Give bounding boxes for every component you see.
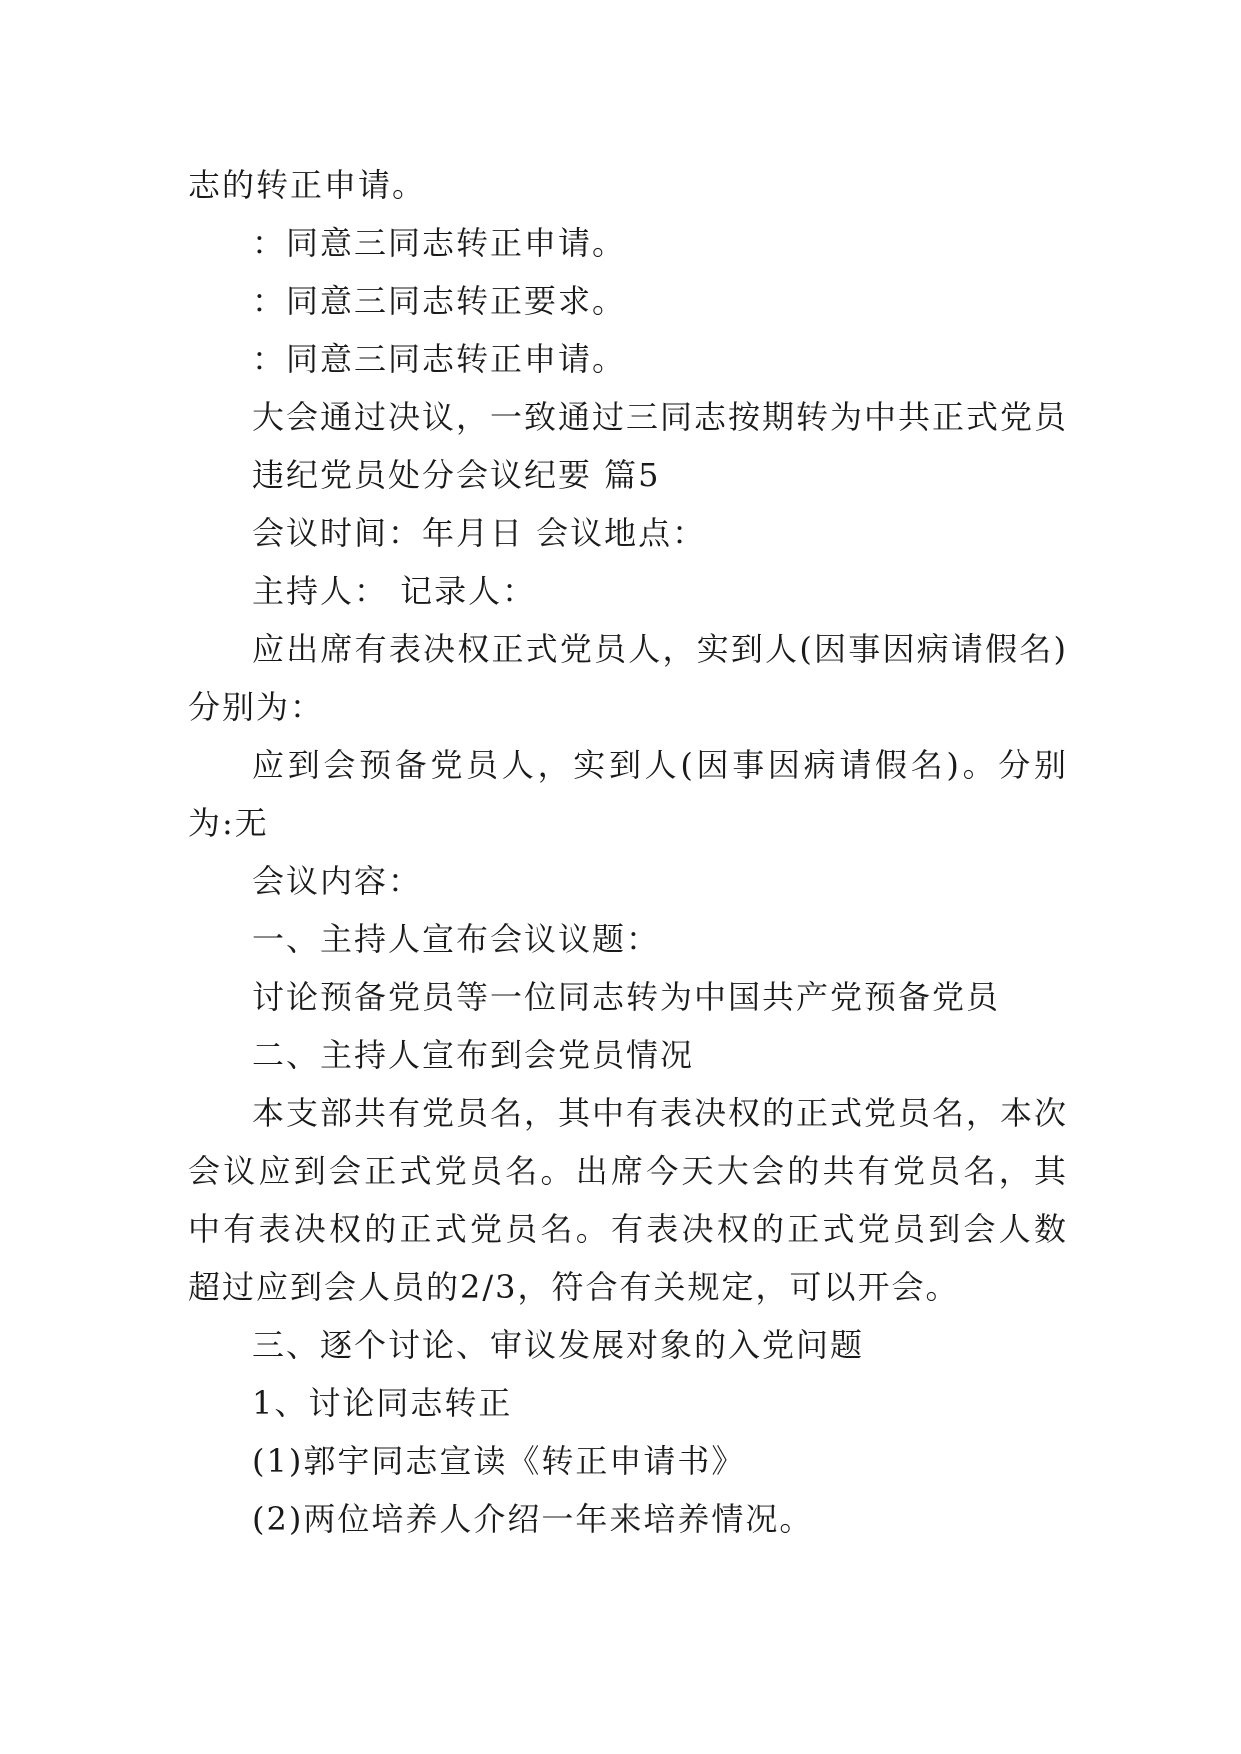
- paragraph: ：同意三同志转正要求。: [252, 282, 627, 320]
- paragraph: 大会通过决议，一致通过三同志按期转为中共正式党员: [252, 398, 1069, 436]
- paragraph: 1、讨论同志转正: [252, 1384, 513, 1422]
- paragraph: 志的转正申请。: [188, 166, 427, 204]
- paragraph: 应到会预备党员人，实到人(因事因病请假名)。分别为:无: [188, 746, 1068, 842]
- paragraph: 应出席有表决权正式党员人，实到人(因事因病请假名)分别为：: [188, 630, 1068, 726]
- paragraph: ：同意三同志转正申请。: [252, 224, 627, 262]
- paragraph: ：同意三同志转正申请。: [252, 340, 627, 378]
- section-heading: 违纪党员处分会议纪要 篇5: [252, 456, 661, 494]
- paragraph: 会议内容：: [252, 862, 423, 900]
- paragraph: 会议时间：年月日 会议地点：: [252, 514, 707, 552]
- paragraph: (2)两位培养人介绍一年来培养情况。: [252, 1500, 814, 1538]
- paragraph: 本支部共有党员名，其中有表决权的正式党员名，本次会议应到会正式党员名。出席今天大会的共有党员名，其中有表决权的正式党员名。有表决权的正式党员到会人数超过应到会人员的2/3，符合有关规定，可以开会。: [188, 1094, 1069, 1306]
- document-body: [188, 156, 1068, 1548]
- paragraph: 三、逐个讨论、审议发展对象的入党问题: [252, 1326, 865, 1364]
- paragraph: 讨论预备党员等一位同志转为中国共产党预备党员: [252, 978, 1001, 1016]
- paragraph: 二、主持人宣布到会党员情况: [252, 1036, 695, 1074]
- paragraph: (1)郭宇同志宣读《转正申请书》: [252, 1442, 746, 1480]
- paragraph: 主持人： 记录人：: [252, 572, 537, 610]
- paragraph: 一、主持人宣布会议议题：: [252, 920, 661, 958]
